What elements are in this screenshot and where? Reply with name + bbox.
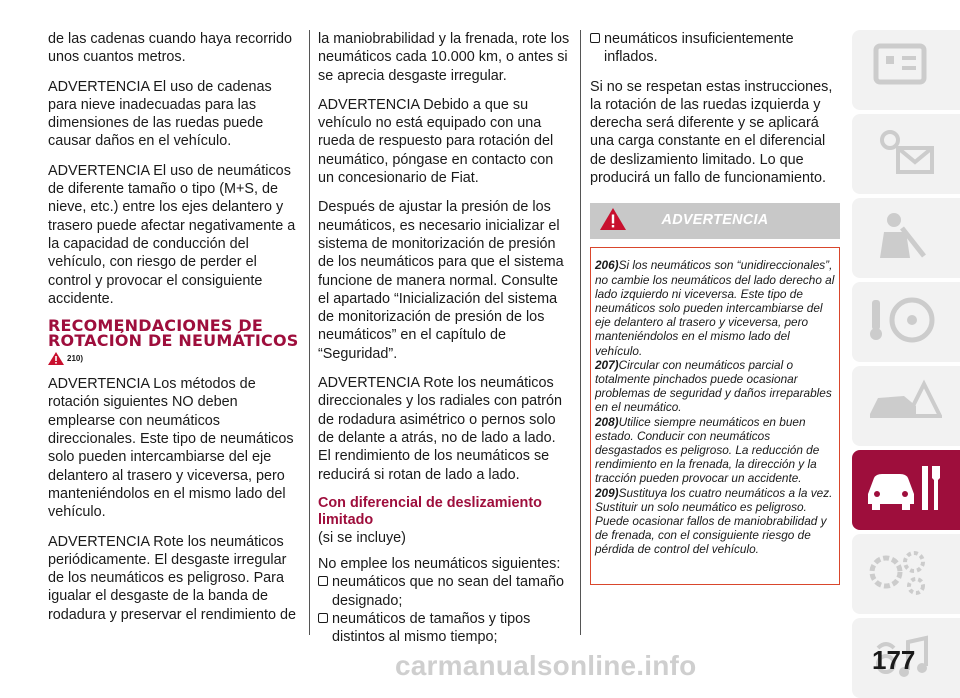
- tab-warning-lights[interactable]: [852, 114, 960, 194]
- paragraph: la maniobrabilidad y la frenada, rote los neumáticos cada 10.000 km, o antes si se aprecia desgaste irregular.: [318, 31, 570, 84]
- tab-safety[interactable]: [852, 198, 960, 278]
- column-divider: [580, 30, 581, 635]
- paragraph: ADVERTENCIA El uso de neumáticos de diferente tamaño o tipo (M+S, de nieve, etc.) entre los ejes delantero y trasero puede afectar negativamente a la capacidad de conducción del vehículo, con riesgo de perder el control y provocar el consiguiente accidente.: [48, 162, 296, 307]
- paragraph: Después de ajustar la presión de los neumáticos, es necesario inicializar el sistema de monitorización de presión de los neumáticos para que el sistema funcione de manera normal. Consulte el apartado “Inicialización del sistema de monitorización de presión de los neumáticos” en el capítulo de “Seguridad”.: [318, 199, 564, 362]
- warning-item: 207)Circular con neumáticos parcial o totalmente pinchados puede ocasionar problemas de seguridad y daños irreparables en el neumático.: [595, 357, 832, 415]
- tab-dashboard[interactable]: [852, 30, 960, 110]
- warning-item: 208)Utilice siempre neumáticos en buen estado. Conducir con neumáticos desgastados es peligroso. La reducción de rendimiento en la frenada, la dirección y la tracción pueden provocar un accidente.: [595, 414, 820, 486]
- technical-data-icon: [862, 542, 942, 604]
- list-item: neumáticos que no sean del tamaño designado;: [318, 573, 571, 610]
- column-3: [590, 30, 840, 585]
- warning-item: 206)Si los neumáticos son “unidireccionales”, no cambie los neumáticos del lado derecho al lado izquierdo ni viceversa. Este tipo de neumáticos solo pueden intercambiarse del eje delantero al trasero y viceversa, pero manteniéndolos en el mismo lado del vehículo.: [595, 258, 835, 358]
- warning-title: ADVERTENCIA: [661, 212, 769, 229]
- list-item: neumáticos insuficientemente inflados.: [590, 30, 840, 67]
- column-1: [48, 30, 300, 635]
- paragraph: ADVERTENCIA Rote los neumáticos direccionales y los radiales con patrón de rodadura asimétrico o pernos solo de delante a atrás, no de lado a lado. El rendimiento de los neumáticos se reducirá si rotan de lado a lado.: [318, 375, 562, 483]
- checkbox-bullet-icon: [318, 613, 328, 623]
- paragraph: No emplee los neumáticos siguientes:: [318, 556, 561, 573]
- paragraph: ADVERTENCIA El uso de cadenas para nieve inadecuadas para las dimensiones de las ruedas puede causar daños en el vehículo.: [48, 78, 272, 150]
- subsection-note: (si se incluye): [318, 529, 406, 546]
- airbag-seat-icon: [862, 206, 942, 268]
- warning-item: 209)Sustituya los cuatro neumáticos a la vez. Sustituir un solo neumático es peligroso. Puede ocasionar fallos de maniobrabilidad y de frenada, con el consiguiente riesgo de pérdida de control del vehículo.: [595, 485, 833, 557]
- breakdown-icon: [862, 374, 942, 436]
- subsection-heading: Con diferencial de deslizamiento limitado: [318, 494, 542, 528]
- warning-lights-icon: [862, 122, 942, 184]
- list-item: neumáticos de tamaños y tipos distintos al mismo tiempo;: [318, 610, 571, 647]
- key-steering-icon: [862, 290, 942, 352]
- maintenance-icon: [862, 458, 942, 520]
- section-heading: RECOMENDACIONES DE ROTACIÓN DE NEUMÁTICOS: [48, 316, 299, 350]
- car-dashboard-icon: [862, 38, 942, 100]
- checkbox-bullet-icon: [318, 576, 328, 586]
- warning-header: [590, 203, 840, 239]
- checkbox-bullet-icon: [590, 33, 600, 43]
- paragraph: de las cadenas cuando haya recorrido unos cuantos metros.: [48, 31, 293, 66]
- paragraph: ADVERTENCIA Rote los neumáticos periódicamente. El desgaste irregular de los neumáticos es peligroso. Para igualar el desgaste de la banda de rodadura y preservar el rendimiento de: [48, 533, 296, 623]
- paragraph: ADVERTENCIA Los métodos de rotación siguientes NO deben emplearse con neumáticos direccionales. Este tipo de neumáticos solo pueden intercambiarse del eje delantero al trasero y viceversa, pero manteniéndolos en el mismo lado del vehículo.: [48, 376, 294, 521]
- watermark: carmanualsonline.info: [395, 650, 697, 681]
- warning-reference: [48, 352, 300, 365]
- paragraph: ADVERTENCIA Debido a que su vehículo no está equipado con una rueda de respuesto para rotación del neumático, póngase en contacto con un concesionario de Fiat.: [318, 96, 554, 187]
- column-divider: [309, 30, 310, 635]
- warning-triangle-icon: [48, 352, 64, 365]
- tab-emergency[interactable]: [852, 366, 960, 446]
- tab-maintenance[interactable]: [852, 450, 960, 530]
- page-number: 177: [872, 645, 916, 675]
- paragraph: Si no se respetan estas instrucciones, la rotación de las ruedas izquierda y derecha será diferente y se aplicará una carga constante en el diferencial de deslizamiento limitado. Lo que producirá un fallo de funcionamiento.: [590, 78, 833, 187]
- column-2: [318, 30, 571, 647]
- tab-technical-data[interactable]: [852, 534, 960, 614]
- reference-number: 210): [67, 354, 84, 364]
- tab-start-driving[interactable]: [852, 282, 960, 362]
- warning-box: [590, 247, 840, 585]
